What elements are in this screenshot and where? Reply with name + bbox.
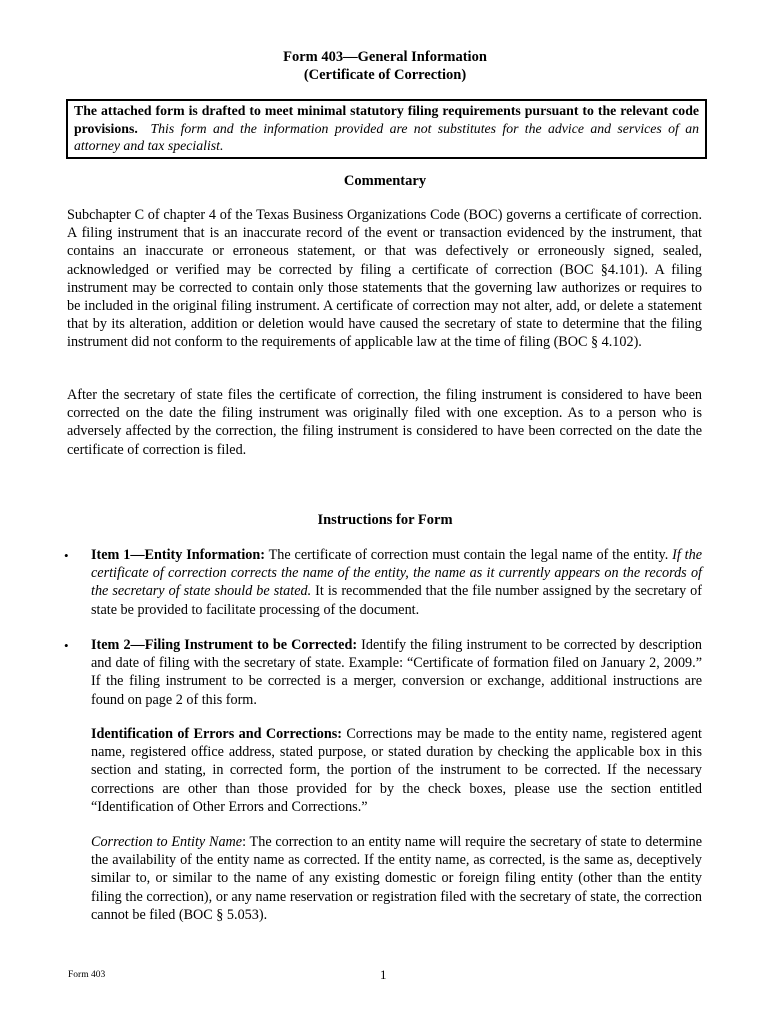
item1-italic: If the certificate of correction corrects the name of the entity, the name as it currently appears on the records of the secretary of state should be stated.	[91, 547, 703, 600]
entity-name-lead: Correction to Entity Name	[91, 834, 243, 850]
item2-lead: Item 2—Filing Instrument to be Corrected:	[91, 637, 358, 653]
item1-lead: Item 1—Entity Information:	[91, 547, 266, 563]
disclaimer-bold: The attached form is drafted to meet minimal statutory filing requirements pursuant to the relevant code provisions.	[74, 103, 699, 136]
errors-lead: Identification of Errors and Corrections:	[91, 726, 343, 742]
instructions-heading: Instructions for Form	[317, 512, 453, 528]
commentary-paragraph-2: After the secretary of state files the certificate of correction, the filing instrument is considered to have been corrected on the date the filing instrument was originally filed with one exception. As to a person who is adversely affected by the correction, the filing instrument is considered to have been corrected on the date the certificate of correction is filed.	[67, 387, 702, 458]
errors-text: Corrections may be made to the entity name, registered agent name, registered office address, stated purpose, or stated duration by checking the applicable box in this section and stating, in corrected form, the portion of the instrument to be corrected. If the necessary corrections are other than those provided for by the check boxes, please use the section entitled “Identification of Other Errors and Corrections.”	[91, 726, 703, 815]
entity-name-text: : The correction to an entity name will require the secretary of state to determine the availability of the entity name as corrected. If the entity name, as corrected, is the same as, deceptively similar to, or similar to the name of any existing domestic or foreign filing entity (other than the entity filing the correction), or any name reservation or registration filed with the secretary of state, the correction cannot be filed (BOC § 5.053).	[91, 834, 702, 923]
item1-text: The certificate of correction must contain the legal name of the entity.	[265, 547, 673, 563]
form-subtitle: (Certificate of Correction)	[303, 67, 467, 83]
bullet-icon: •	[64, 548, 69, 563]
disclaimer-box	[66, 99, 707, 159]
item1-text-2: It is recommended that the file number assigned by the secretary of state be provided to facilitate processing of the document.	[91, 583, 703, 618]
entity-name-correction-paragraph	[91, 833, 702, 924]
page-number: 1	[380, 967, 387, 982]
commentary-paragraph-1: Subchapter C of chapter 4 of the Texas Business Organizations Code (BOC) governs a certificate of correction. A filing instrument that is an inaccurate record of the event or transaction evidenced by the instrument, that contains an inaccurate or erroneous statement, or that was defectively or erroneously signed, sealed, acknowledged or verified may be corrected by filing a certificate of correction (BOC §4.101). A filing instrument may be corrected to contain only those statements that the governing law authorizes or requires to be included in the original filing instrument. A certificate of correction may not alter, add, or delete a statement that by its alteration, addition or deletion would have caused the secretary of state to determine that the filing instrument did not conform to the requirements of applicable law at the time of filing (BOC § 4.102).	[67, 207, 702, 351]
disclaimer-italic: This form and the information provided are not substitutes for the advice and services of an attorney and tax specialist.	[74, 120, 700, 153]
errors-corrections-paragraph	[91, 725, 702, 816]
bullet-icon: •	[64, 638, 69, 653]
commentary-heading: Commentary	[343, 173, 427, 189]
form-title: Form 403—General Information	[283, 49, 487, 65]
footer-form-label: Form 403	[68, 970, 106, 980]
item2-text: Identify the filing instrument to be corrected by description and date of filing with the secretary of state. Example: “Certificate of formation filed on January 2, 2009.” If the filing instrument to be corrected is a merger, conversion or exchange, additional instructions are found on page 2 of this form.	[91, 637, 702, 708]
item2-filing-instrument	[91, 636, 702, 709]
item1-entity-information	[91, 546, 702, 619]
